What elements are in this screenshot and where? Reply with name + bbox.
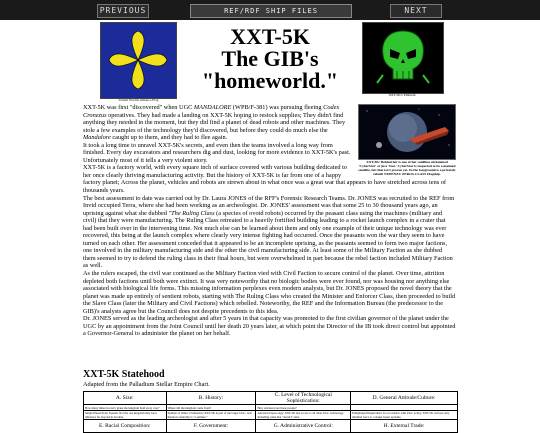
emblem-caption: XXT-5K's Emblem [388, 93, 416, 97]
previous-button[interactable]: PREVIOUS [97, 4, 149, 18]
title-line-1: XXT-5K [230, 24, 310, 49]
table-cell: How advanced are these people? [256, 405, 351, 411]
skull-emblem-image [362, 22, 444, 94]
alliance-flag-image [100, 22, 177, 99]
page-title [185, 26, 355, 92]
article-paragraph-1: XXT-5K was first "discovered" when UGC MANDALORE (WPB/F-381) was pursuing fleeing Codex Cronezus operatives. They had made a landing on XXT-5K hoping to restock supplies; They didn't find anything they needed in the moment, but they did find a planet of dead robots and other machines. They stole a few examples of the technology they'd discovered, but before they could do much else the Mandalore caught up to them, and they had to flee again. [83, 104, 346, 142]
table-footer-row [84, 420, 458, 433]
statehood-heading: XXT-5K Statehood [83, 369, 165, 380]
next-button[interactable]: NEXT [390, 4, 442, 18]
nav-section-title: REF/RDF SHIP FILES [190, 4, 352, 18]
table-cell: Where did the kingdom come from? [166, 405, 256, 411]
column-header: A. Size: [84, 392, 167, 405]
column-header: D. General Attitude/Culture: [351, 392, 458, 405]
column-header: H. External Trade: [351, 420, 458, 433]
planet-spaceship-icon [359, 105, 455, 159]
article-paragraph-4: The best assessment to date was carried out by Dr. Laura JONES of the RFF's Forensic Research Teams. Dr. JONES was recruited to the REF from Invid occupied Terra, where she had been working as an archeologist. Dr. JONES' assessment was that some 25 to 30 thousand years ago, an uprising against what she dubbed "The Ruling Class (a species of ovoid robots) occurred by the peasant class using the machines (military and civil) that they were manufacturing. The Ruling Class retreated to a heavily fortified building leading to a rocket launch complex in a crater that had been built over in the intervening time. Not much else can be learned about them and only one example of their unique technology was ever recovered, this being at the launch complex where clearly very intense fighting had occurred. Once the peasants won the war they seem to have turned on each other. Her assessment conceded that it appeared to be an incomplete uprising, as the peasants seemed to form two major factions, one involved in the military manufacturing side and the other the civil manufacturing side. At least some of the Military Faction as she dubbed them seemed to try to defend the ruling class in their final hours, but were overwhelmed in part because the rebel faction included Military Faction as well. [83, 194, 455, 270]
statehood-table [83, 391, 458, 433]
table-header-row [84, 392, 458, 405]
planet-image-figure [358, 104, 456, 175]
article-paragraph-2: It took a long time to unravel XXT-5K's secrets, and even then the teams involved a long way from finished. Every day excavators and researchers dig and dust, looking for more evidence to XXT-5K's past. Unfortunately most of it tells a very violent story. [83, 141, 351, 164]
article-paragraph-6: Dr. JONES served as the leading archeologist and after 5 years in that capacity was promoted to the first civilian governor of the planet under the UGC by an appointment from the Joint Council until her death 20 years later, at which point the Director of the IB took direct control but appointed a Governor-General to administer the planet on her behalf. [83, 315, 456, 338]
article-body [83, 104, 456, 338]
article-paragraph-5: As the rulers escaped, the civil war continued as the Military Faction vied with Civil Faction to secure control of the planet. Over time, attrition depleted both factions until both were extinct. It was very noteworthy that no biologic bodies were ever found, nor was housing nor anything else associated with biological life forms. This missing information perplexes even modern analysts, but Dr. JONES proposed the novel theory that the planet was made up entirely of sentient robots, starting with The Ruling Class who created the Minister and Enforcer Class, then proceeded to build the Slave Class (later the Military and Civil Factions) which rebelled. Noteworthy, the REF and the Information Bureau (the predecessor to the GIB)'s analysts agree but the Council does not despite precedents to this idea. [83, 270, 456, 315]
table-cell: Splinter of Other Civilization: XXT-5K is part of the larger UGC, and therefore naturally is "a splinter." [166, 411, 256, 420]
title-line-3: "homeworld." [201, 68, 339, 93]
statehood-subheading: Adapted from the Palladium Stellar Empire Chart. [83, 381, 210, 388]
table-cell: How many miles in every plane the kingdom hold sway over? [84, 405, 167, 411]
column-header: B. History: [166, 392, 256, 405]
table-cell: Single Planet/Solar System. Not the one kingdom may have influence far beyond its borders. [84, 411, 167, 420]
planet-image [358, 104, 456, 160]
column-header: G. Administrative Control: [256, 420, 351, 433]
table-cell: Enlightened Imperialists: In accordance with UGC policy, XXT-5K will use only minimal force to conquer lesser systems. [351, 411, 458, 420]
planet-image-caption: XXT-5K: Behind her is one of her satellites nicknamed 'CyberStar' or just 'Star.' CyberStar is suspected to be a manned satellite, but that isn't proven yet. In the foreground is a privately rebuilt NUPENZU ZEROS-CLASS Flagship. [358, 160, 456, 176]
skull-emblem-icon [363, 23, 443, 93]
four-leaf-flag-icon [101, 23, 176, 98]
column-header: C. Level of Technological Sophistication: [256, 392, 351, 405]
article-paragraph-3: XXT-5K is a factory world, with every square inch of surface covered with various building dedicated to her once clearly thriving manufacturing activity. But the history of XXT-5K is far from one of a happy factory planet; Across the planet, vehicles and robots are strewn about in what once was a great war that appears to have stretched across tens of thousands years. [83, 164, 446, 195]
flag-caption: United Worlds Alliance Flag [118, 98, 159, 102]
table-row [84, 411, 458, 420]
column-header: F. Government: [166, 420, 256, 433]
title-line-2: The GIB's [221, 46, 319, 71]
column-header: E. Racial Composition: [84, 420, 167, 433]
top-nav-bar [0, 0, 540, 20]
table-cell: Advanced Space Age: XXT-5K has access to all other UGC technology. Including some that "doesn't" exist. [256, 411, 351, 420]
